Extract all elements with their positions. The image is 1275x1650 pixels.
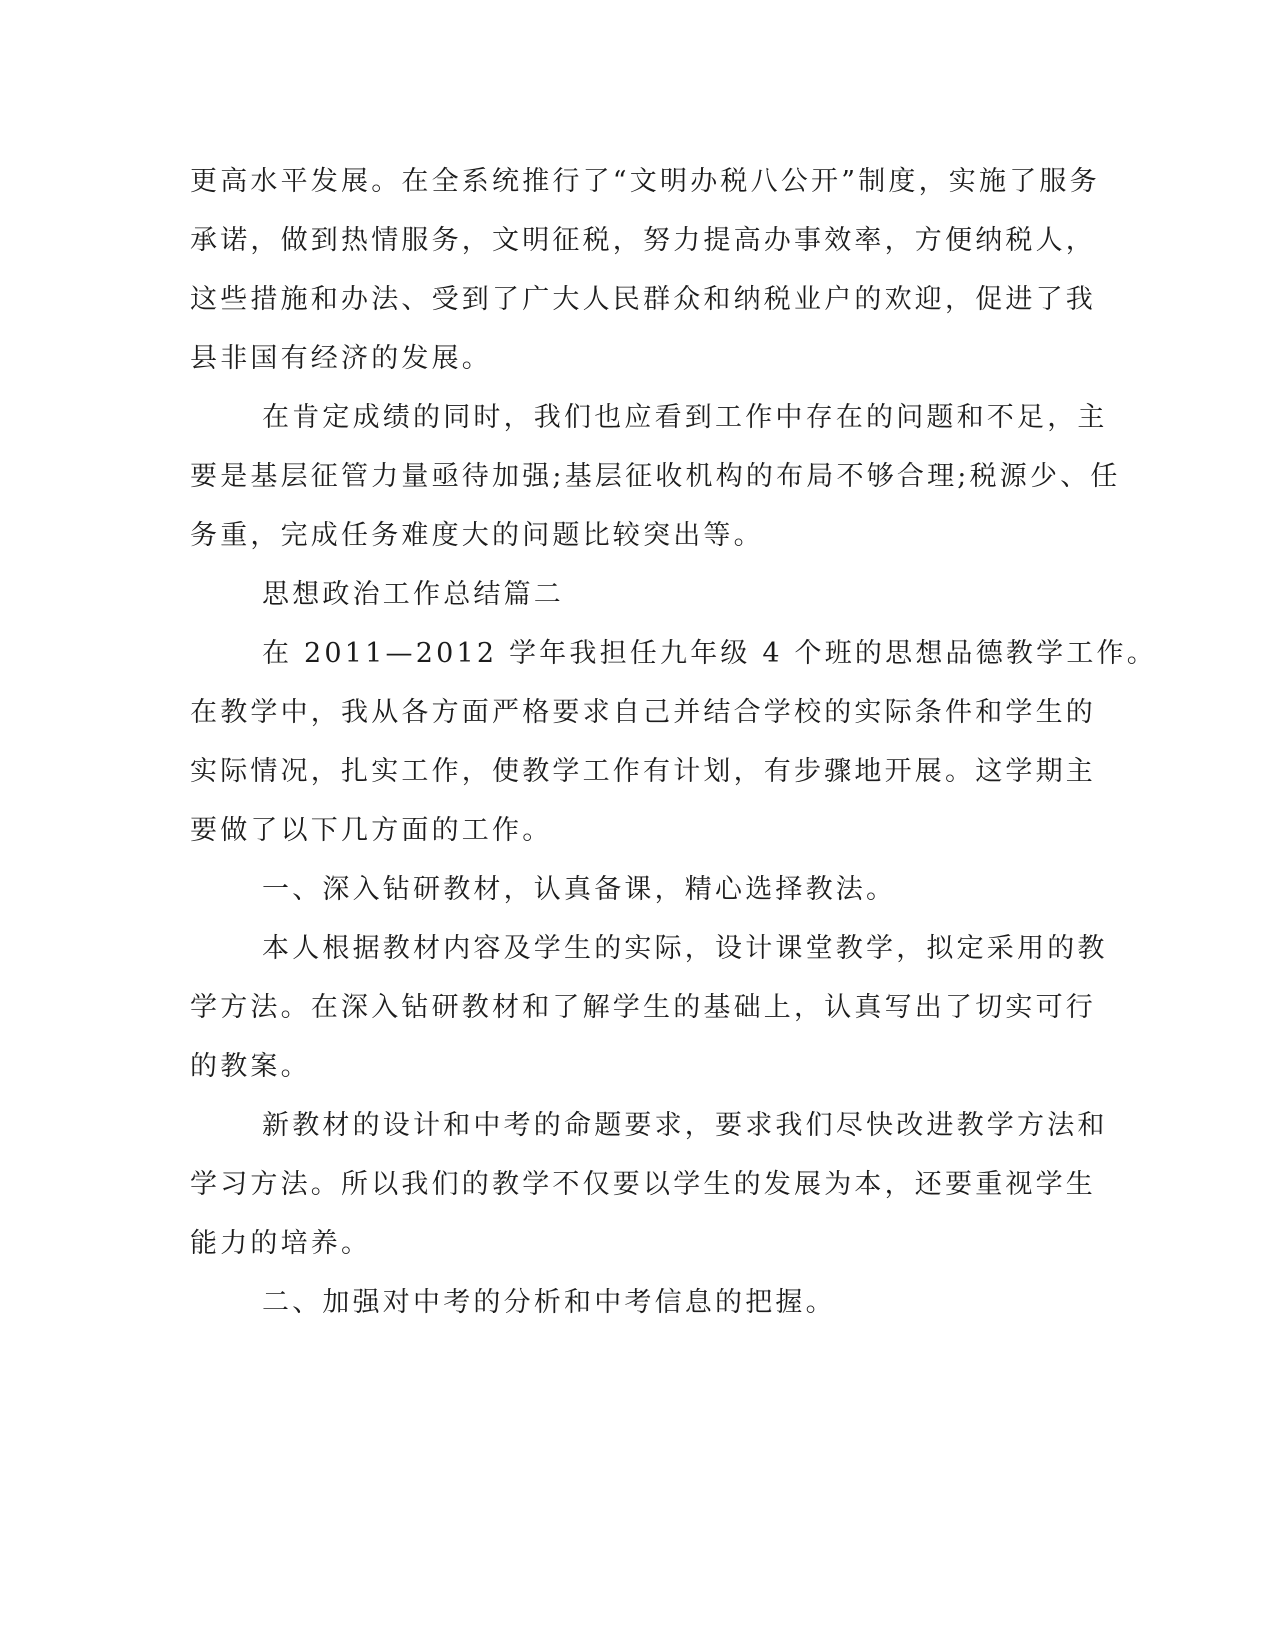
text-line: 实际情况，扎实工作，使教学工作有计划，有步骤地开展。这学期主 [190,756,1096,787]
text-line: 要是基层征管力量亟待加强;基层征收机构的布局不够合理;税源少、任 [190,461,1121,492]
text-line: 更高水平发展。在全系统推行了“文明办税八公开”制度，实施了服务 [190,166,1100,197]
text-line: 务重，完成任务难度大的问题比较突出等。 [190,520,764,551]
section-heading: 二、加强对中考的分析和中考信息的把握。 [262,1287,836,1318]
section-title: 思想政治工作总结篇二 [262,579,564,610]
text-line: 本人根据教材内容及学生的实际，设计课堂教学，拟定采用的教 [262,933,1108,964]
text-line: 在 2011—2012 学年我担任九年级 4 个班的思想品德教学工作。 [262,638,1157,669]
text-line: 在肯定成绩的同时，我们也应看到工作中存在的问题和不足，主 [262,402,1108,433]
text-line: 这些措施和办法、受到了广大人民群众和纳税业户的欢迎，促进了我 [190,284,1096,315]
text-line: 新教材的设计和中考的命题要求，要求我们尽快改进教学方法和 [262,1110,1108,1141]
text-line: 县非国有经济的发展。 [190,343,492,374]
text-line: 学习方法。所以我们的教学不仅要以学生的发展为本，还要重视学生 [190,1169,1096,1200]
text-line: 在教学中，我从各方面严格要求自己并结合学校的实际条件和学生的 [190,697,1096,728]
text-line: 承诺，做到热情服务，文明征税，努力提高办事效率，方便纳税人， [190,225,1096,256]
text-line: 要做了以下几方面的工作。 [190,815,553,846]
text-line: 能力的培养。 [190,1228,372,1259]
section-heading: 一、深入钻研教材，认真备课，精心选择教法。 [262,874,897,905]
text-line: 学方法。在深入钻研教材和了解学生的基础上，认真写出了切实可行 [190,992,1096,1023]
text-line: 的教案。 [190,1051,311,1082]
